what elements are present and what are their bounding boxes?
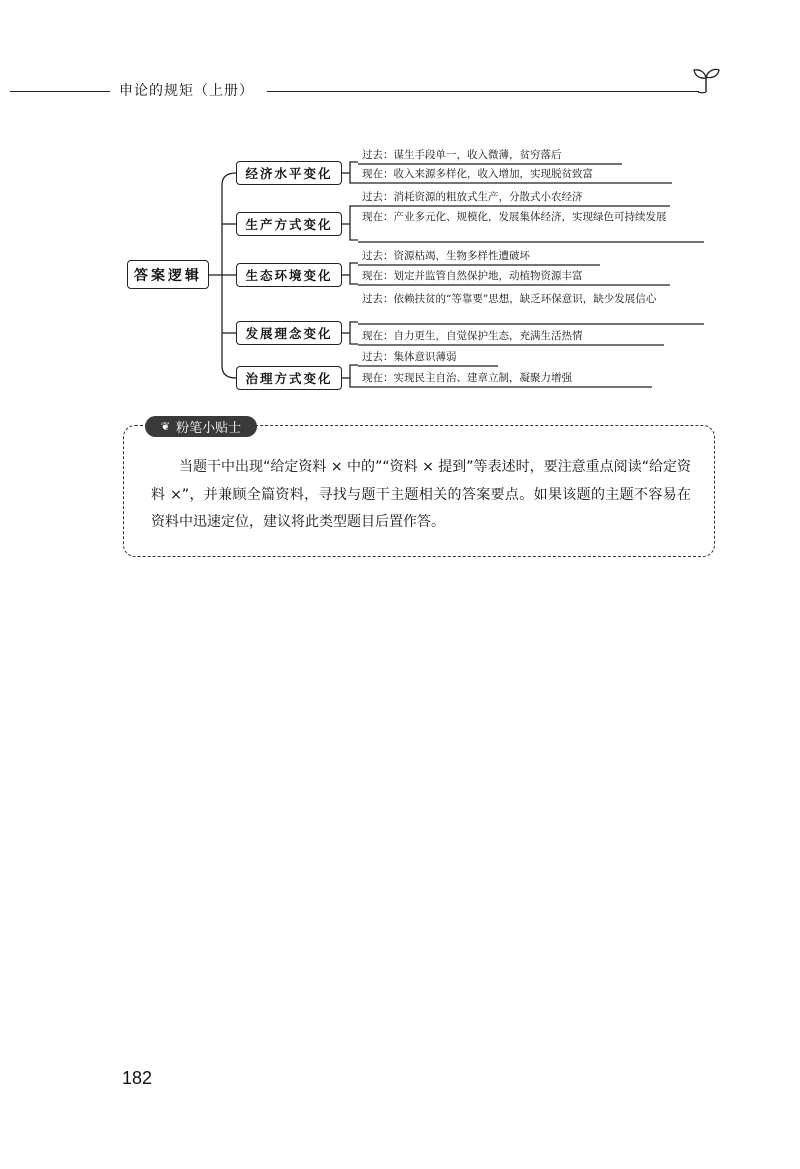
tip-title: 粉笔小贴士 (176, 421, 242, 436)
economy-now: 现在：收入来源多样化，收入增加，实现脱贫致富 (362, 168, 593, 180)
ecology-now: 现在：划定并监管自然保护地，动植物资源丰富 (362, 270, 583, 282)
production-past: 过去：消耗资源的粗放式生产，分散式小农经济 (362, 191, 583, 203)
ecology-past: 过去：资源枯竭，生物多样性遭破坏 (362, 250, 530, 262)
concept-now: 现在：自力更生，自觉保护生态，充满生活热情 (362, 330, 583, 342)
book-title: 申论的规矩（上册） (119, 83, 254, 99)
economy-past: 过去：谋生手段单一，收入微薄，贫穷落后 (362, 149, 562, 161)
production-now: 现在：产业多元化、规模化，发展集体经济，实现绿色可持续发展 (362, 211, 667, 223)
branch-economy: 经济水平变化 (236, 161, 342, 185)
branch-concept: 发展理念变化 (236, 321, 342, 345)
branch-ecology: 生态环境变化 (236, 263, 342, 287)
concept-past: 过去：依赖扶贫的“等靠要”思想，缺乏环保意识，缺少发展信心 (362, 293, 657, 305)
tip-text: 当题干中出现“给定资料 × 中的”“资料 × 提到”等表述时，要注意重点阅读“给定资料 ×”，并兼顾全篇资料，寻找与题干主题相关的答案要点。如果该题的主题不容易在资料中迅速定位，建议将此类型题目后置作答。 (151, 459, 691, 530)
branch-governance: 治理方式变化 (236, 366, 342, 390)
governance-past: 过去：集体意识薄弱 (362, 351, 457, 363)
tip-title-badge (145, 416, 257, 437)
leaf-icon: ❦ (160, 420, 171, 433)
governance-now: 现在：实现民主自治、建章立制，凝聚力增强 (362, 372, 572, 384)
branch-production: 生产方式变化 (236, 212, 342, 236)
mindmap-root: 答案逻辑 (127, 260, 209, 289)
page-number: 182 (122, 1068, 153, 1088)
